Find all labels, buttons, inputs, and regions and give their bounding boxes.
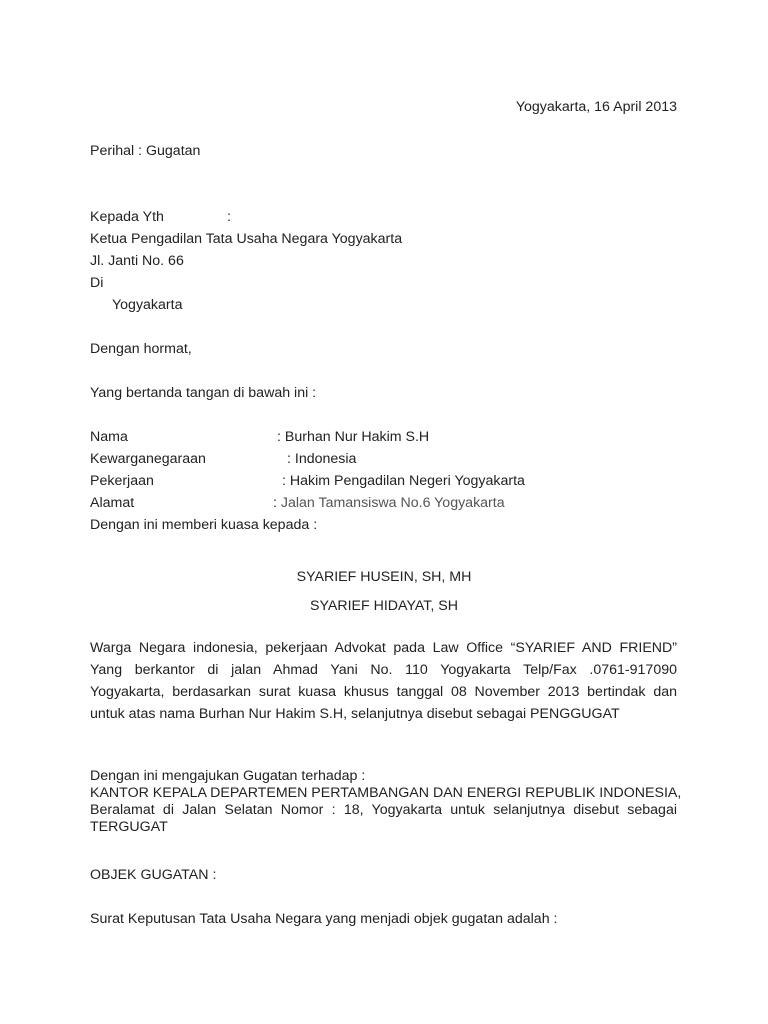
- intro-line: Yang bertanda tangan di bawah ini :: [90, 385, 317, 401]
- kewarganegaraan-value: : Indonesia: [287, 451, 357, 467]
- paragraph-line: KANTOR KEPALA DEPARTEMEN PERTAMBANGAN DAN ENERGI REPUBLIK INDONESIA,: [90, 785, 682, 801]
- kewarganegaraan-label: Kewarganegaraan: [90, 451, 206, 467]
- paragraph-line: untuk atas nama Burhan Nur Hakim S.H, selanjutnya disebut sebagai PENGGUGAT: [90, 706, 620, 722]
- recipient-line-4: Yogyakarta: [112, 297, 183, 313]
- closing-line: Surat Keputusan Tata Usaha Negara yang menjadi objek gugatan adalah :: [90, 911, 558, 927]
- kuasa-intro: Dengan ini memberi kuasa kepada :: [90, 517, 318, 533]
- defendant-paragraph: [90, 785, 682, 836]
- paragraph-line: TERGUGAT: [90, 819, 168, 835]
- nama-value: : Burhan Nur Hakim S.H: [277, 429, 430, 445]
- objek-heading: OBJEK GUGATAN :: [90, 867, 217, 883]
- recipient-line-2: Jl. Janti No. 66: [90, 253, 184, 269]
- alamat-value-row: [273, 494, 505, 512]
- recipient-colon: :: [227, 209, 231, 225]
- alamat-colon: :: [273, 495, 281, 511]
- recipient-line-3: Di: [90, 275, 104, 291]
- alamat-label: Alamat: [90, 495, 135, 511]
- attorney-2: SYARIEF HIDAYAT, SH: [310, 598, 458, 614]
- subject-line: Perihal : Gugatan: [90, 143, 201, 159]
- recipient-line-1: Ketua Pengadilan Tata Usaha Negara Yogyakarta: [90, 231, 403, 247]
- paragraph-line: Beralamat di Jalan Selatan Nomor : 18, Yogyakarta untuk selanjutnya disebut sebagai: [90, 802, 677, 818]
- attorney-1: SYARIEF HUSEIN, SH, MH: [296, 569, 472, 585]
- gugatan-intro: Dengan ini mengajukan Gugatan terhadap :: [90, 768, 366, 784]
- nama-label: Nama: [90, 429, 128, 445]
- salutation: Dengan hormat,: [90, 341, 192, 357]
- paragraph-line: Warga Negara indonesia, pekerjaan Advokat pada Law Office “SYARIEF AND FRIEND”: [90, 640, 677, 656]
- paragraph-line: Yogyakarta, berdasarkan surat kuasa khusus tanggal 08 November 2013 bertindak dan: [90, 684, 677, 700]
- attorney-paragraph: [90, 637, 677, 725]
- pekerjaan-value: : Hakim Pengadilan Negeri Yogyakarta: [282, 473, 525, 489]
- alamat-value: Jalan Tamansiswa No.6 Yogyakarta: [280, 495, 505, 511]
- paragraph-line: Yang berkantor di jalan Ahmad Yani No. 110 Yogyakarta Telp/Fax .0761-917090: [90, 662, 677, 678]
- date-line: Yogyakarta, 16 April 2013: [515, 99, 677, 115]
- pekerjaan-label: Pekerjaan: [90, 473, 154, 489]
- recipient-label: Kepada Yth: [90, 209, 164, 225]
